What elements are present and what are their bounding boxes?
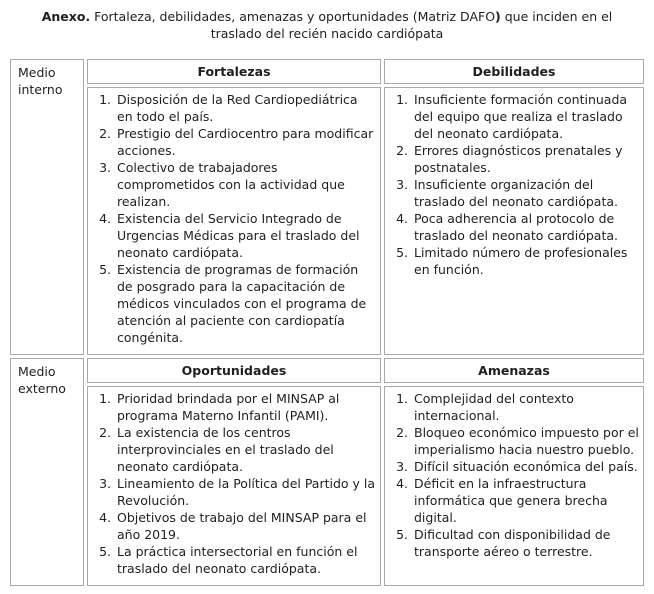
header-debilidades: Debilidades: [384, 59, 644, 84]
list-item: 2. Bloqueo económico impuesto por el imperialismo hacia nuestro pueblo.: [412, 424, 639, 458]
debilidades-list: [389, 91, 639, 278]
list-item: 5. Existencia de programas de formación de posgrado para la capacitación de médicos vinculados con el programa de atención al paciente con cardiopatía congénita.: [115, 261, 376, 346]
fortalezas-cell: [87, 87, 381, 355]
annex-title-mid: Fortaleza, debilidades, amenazas y oportunidades (Matriz DAFO: [90, 9, 496, 24]
external-header-row: [10, 358, 644, 383]
amenazas-list: [389, 390, 639, 560]
row-label-medio-externo: Medio externo: [10, 358, 84, 586]
list-item: 1. Insuficiente formación continuada del equipo que realiza el traslado del neonato cardiópata.: [412, 91, 639, 142]
list-item: 5. Dificultad con disponibilidad de transporte aéreo o terrestre.: [412, 526, 639, 560]
list-item: 3. Lineamiento de la Política del Partido y la Revolución.: [115, 475, 376, 509]
list-item: 5. La práctica intersectorial en función el traslado del neonato cardiópata.: [115, 543, 376, 577]
list-item: 4. Poca adherencia al protocolo de traslado del neonato cardiópata.: [412, 210, 639, 244]
fortalezas-list: [92, 91, 376, 346]
list-item: 3. Insuficiente organización del traslado del neonato cardiópata.: [412, 176, 639, 210]
oportunidades-cell: [87, 386, 381, 586]
internal-header-row: [10, 59, 644, 84]
external-body-row: [10, 386, 644, 586]
dafo-matrix-table: [7, 56, 647, 589]
debilidades-cell: [384, 87, 644, 355]
list-item: 2. La existencia de los centros interprovinciales en el traslado del neonato cardiópata.: [115, 424, 376, 475]
annex-title-bold-paren: ): [495, 9, 501, 24]
header-fortalezas: Fortalezas: [87, 59, 381, 84]
header-amenazas: Amenazas: [384, 358, 644, 383]
list-item: 5. Limitado número de profesionales en función.: [412, 244, 639, 278]
header-oportunidades: Oportunidades: [87, 358, 381, 383]
internal-body-row: [10, 87, 644, 355]
list-item: 3. Difícil situación económica del país.: [412, 458, 639, 475]
row-label-medio-interno: Medio interno: [10, 59, 84, 355]
amenazas-cell: [384, 386, 644, 586]
list-item: 4. Objetivos de trabajo del MINSAP para el año 2019.: [115, 509, 376, 543]
annex-title-end: que inciden en el traslado del recién nacido cardiópata: [210, 9, 613, 41]
annex-title: [27, 8, 627, 42]
annex-title-prefix: Anexo.: [41, 9, 91, 24]
list-item: 2. Prestigio del Cardiocentro para modificar acciones.: [115, 125, 376, 159]
list-item: 1. Disposición de la Red Cardiopediátrica en todo el país.: [115, 91, 376, 125]
list-item: 1. Prioridad brindada por el MINSAP al programa Materno Infantil (PAMI).: [115, 390, 376, 424]
list-item: 1. Complejidad del contexto internacional.: [412, 390, 639, 424]
list-item: 2. Errores diagnósticos prenatales y postnatales.: [412, 142, 639, 176]
oportunidades-list: [92, 390, 376, 577]
list-item: 3. Colectivo de trabajadores comprometidos con la actividad que realizan.: [115, 159, 376, 210]
list-item: 4. Existencia del Servicio Integrado de Urgencias Médicas para el traslado del neonato cardiópata.: [115, 210, 376, 261]
list-item: 4. Déficit en la infraestructura informática que genera brecha digital.: [412, 475, 639, 526]
